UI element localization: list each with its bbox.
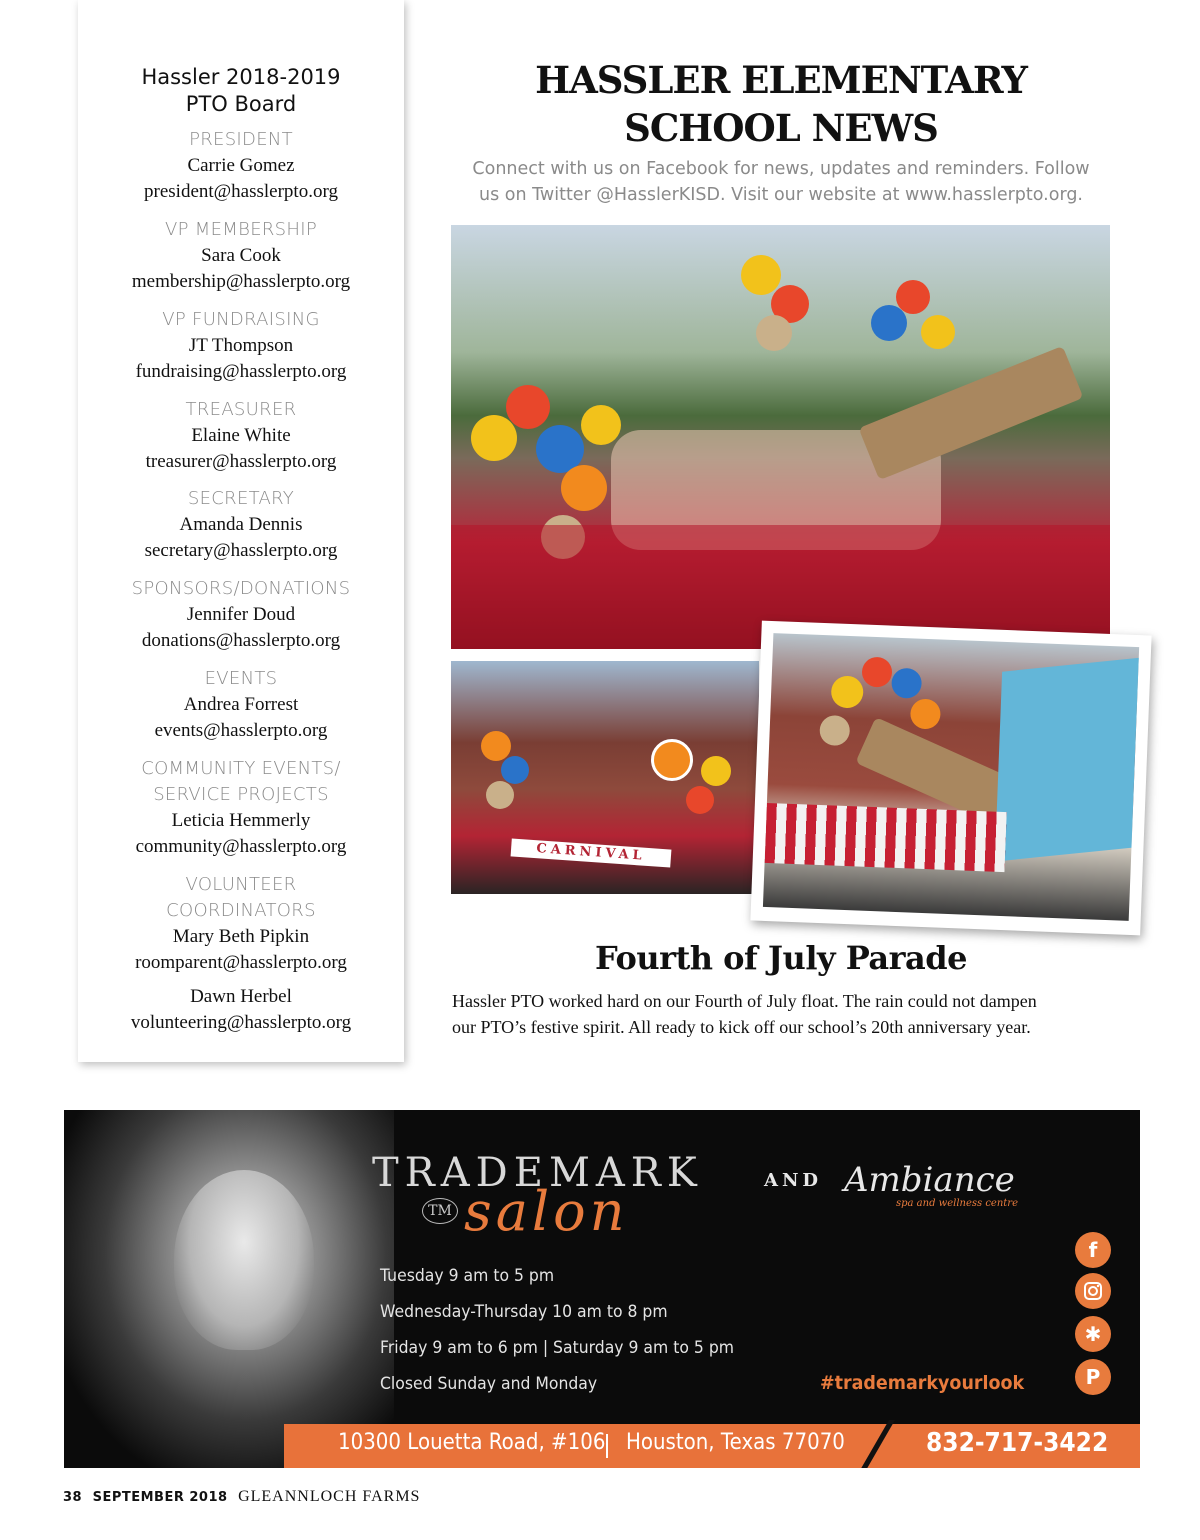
- officer-secretary: [78, 486, 404, 564]
- brand-salon-script: salon: [464, 1180, 629, 1243]
- officer-email[interactable]: volunteering@hasslerpto.org: [130, 1012, 352, 1033]
- balloon-shape: [486, 781, 514, 809]
- phone-number[interactable]: 832-717-3422: [926, 1428, 1109, 1458]
- page-footer: [63, 1488, 420, 1506]
- caption-body: [452, 988, 1112, 1040]
- officer-president: [78, 127, 404, 205]
- magazine-name: GLEANNLOCH FARMS: [238, 1488, 421, 1505]
- page-title-line2: SCHOOL NEWS: [624, 106, 938, 150]
- connect-text: [452, 156, 1110, 208]
- officer-name: Andrea Forrest: [183, 694, 299, 715]
- caption-line1: Hassler PTO worked hard on our Fourth of July float. The rain could not dampen: [452, 991, 1037, 1011]
- lollipop-prop: [651, 739, 693, 781]
- instagram-glyph: [1075, 1273, 1111, 1309]
- officer-vp-membership: [78, 217, 404, 295]
- pinterest-icon[interactable]: P: [1075, 1359, 1111, 1395]
- hassler-sign: [995, 657, 1139, 861]
- officer-email[interactable]: community@hasslerpto.org: [135, 836, 347, 857]
- balloon-shape: [686, 786, 714, 814]
- facebook-icon[interactable]: f: [1075, 1232, 1111, 1268]
- officer-sponsors: [78, 576, 404, 654]
- hours-line: Friday 9 am to 6 pm | Saturday 9 am to 5 pm: [380, 1338, 734, 1358]
- officer-role: PRESIDENT: [189, 129, 293, 150]
- cannon-float-photo-frame: [750, 621, 1151, 936]
- yelp-icon[interactable]: ✱: [1075, 1316, 1111, 1352]
- carnival-banner: CARNIVAL: [511, 838, 672, 867]
- balloon-shape: [861, 657, 892, 688]
- officer-name: Dawn Herbel: [190, 986, 292, 1007]
- float-front-photo: [451, 661, 759, 894]
- officer-email[interactable]: roomparent@hasslerpto.org: [135, 952, 347, 973]
- balloon-shape: [819, 715, 850, 746]
- city: Houston, Texas 77070: [626, 1430, 845, 1455]
- officer-email[interactable]: donations@hasslerpto.org: [141, 630, 341, 651]
- officer-email[interactable]: secretary@hasslerpto.org: [144, 540, 338, 561]
- cannon-float-photo: [763, 633, 1139, 921]
- officer-name: Carrie Gomez: [187, 155, 295, 176]
- officer-role: VOLUNTEER: [185, 874, 297, 895]
- caption-line2: our PTO’s festive spirit. All ready to kick off our school’s 20th anniversary year.: [452, 1017, 1031, 1037]
- striped-skirt: [765, 803, 1007, 872]
- officer-email[interactable]: president@hasslerpto.org: [144, 181, 338, 202]
- officer-name: Amanda Dennis: [179, 514, 303, 535]
- officer-role: SPONSORS/DONATIONS: [131, 578, 351, 599]
- officer-community: [78, 756, 404, 860]
- page-title: [452, 56, 1110, 152]
- sidebar-heading-line1: Hassler 2018-2019: [141, 65, 341, 89]
- officer-name: Sara Cook: [201, 245, 281, 266]
- officer-name: Mary Beth Pipkin: [172, 926, 310, 947]
- balloon-shape: [831, 675, 864, 708]
- officer-email[interactable]: events@hasslerpto.org: [154, 720, 328, 741]
- sidebar-heading-line2: PTO Board: [185, 92, 297, 116]
- balloon-shape: [581, 405, 621, 445]
- page-number: 38: [63, 1490, 83, 1505]
- officer-email[interactable]: treasurer@hasslerpto.org: [145, 451, 337, 472]
- model-portrait: [64, 1110, 394, 1468]
- hashtag[interactable]: #trademarkyourlook: [820, 1372, 1025, 1394]
- officer-name: Leticia Hemmerly: [171, 810, 311, 831]
- officer-role: SERVICE PROJECTS: [153, 784, 329, 805]
- balloon-shape: [481, 731, 511, 761]
- hours-line: Tuesday 9 am to 5 pm: [380, 1266, 555, 1286]
- brand-trademark: TRADEMARK: [372, 1150, 703, 1196]
- hours-line: Wednesday-Thursday 10 am to 8 pm: [380, 1302, 668, 1322]
- balloon-shape: [501, 756, 529, 784]
- issue-date: SEPTEMBER 2018: [92, 1490, 228, 1505]
- balloon-shape: [701, 756, 731, 786]
- officer-role: VP MEMBERSHIP: [164, 219, 317, 240]
- officer-email[interactable]: fundraising@hasslerpto.org: [135, 361, 347, 382]
- officer-role: COMMUNITY EVENTS/: [141, 758, 341, 779]
- officer-name: JT Thompson: [188, 335, 294, 356]
- officer-volunteer: [78, 872, 404, 976]
- brand-tm-mark: TM: [422, 1198, 458, 1224]
- officer-role: COORDINATORS: [166, 900, 316, 921]
- balloon-shape: [756, 315, 792, 351]
- officer-name: Elaine White: [191, 425, 291, 446]
- address: 10300 Louetta Road, #106: [338, 1430, 606, 1455]
- salon-advertisement[interactable]: [64, 1110, 1140, 1468]
- bar-divider: [606, 1434, 608, 1458]
- balloon-shape: [921, 315, 955, 349]
- hours-line: Closed Sunday and Monday: [380, 1374, 598, 1394]
- sidebar-heading: [78, 64, 404, 118]
- balloon-shape: [741, 255, 781, 295]
- balloon-shape: [506, 385, 550, 429]
- officer-role: TREASURER: [185, 399, 297, 420]
- officer-role: EVENTS: [204, 668, 278, 689]
- balloon-shape: [471, 415, 517, 461]
- connect-line1: Connect with us on Facebook for news, updates and reminders. Follow: [472, 159, 1090, 179]
- officer-events: [78, 666, 404, 744]
- brand-and: AND: [764, 1170, 823, 1191]
- balloon-shape: [561, 465, 607, 511]
- balloon-shape: [891, 668, 922, 699]
- instagram-icon[interactable]: [1075, 1273, 1111, 1309]
- brand-ambiance: Ambiance: [844, 1160, 1015, 1200]
- caption-title: Fourth of July Parade: [595, 939, 967, 977]
- model-face: [174, 1170, 314, 1350]
- officer-vp-fundraising: [78, 307, 404, 385]
- officer-treasurer: [78, 397, 404, 475]
- officer-role: VP FUNDRAISING: [162, 309, 320, 330]
- balloon-shape: [896, 280, 930, 314]
- officer-name: Jennifer Doud: [186, 604, 296, 625]
- officer-volunteer-2: [78, 984, 404, 1036]
- connect-line2: us on Twitter @HasslerKISD. Visit our website at www.hasslerpto.org.: [478, 185, 1083, 205]
- officer-email[interactable]: membership@hasslerpto.org: [131, 271, 351, 292]
- brand-spa-tagline: spa and wellness centre: [896, 1198, 1019, 1209]
- parade-float-photo: [451, 225, 1110, 649]
- pto-board-sidebar: [78, 0, 404, 1062]
- page-title-line1: HASSLER ELEMENTARY: [535, 58, 1027, 102]
- officer-role: SECRETARY: [187, 488, 295, 509]
- balloon-shape: [910, 698, 941, 729]
- cannon-prop: [859, 346, 1084, 480]
